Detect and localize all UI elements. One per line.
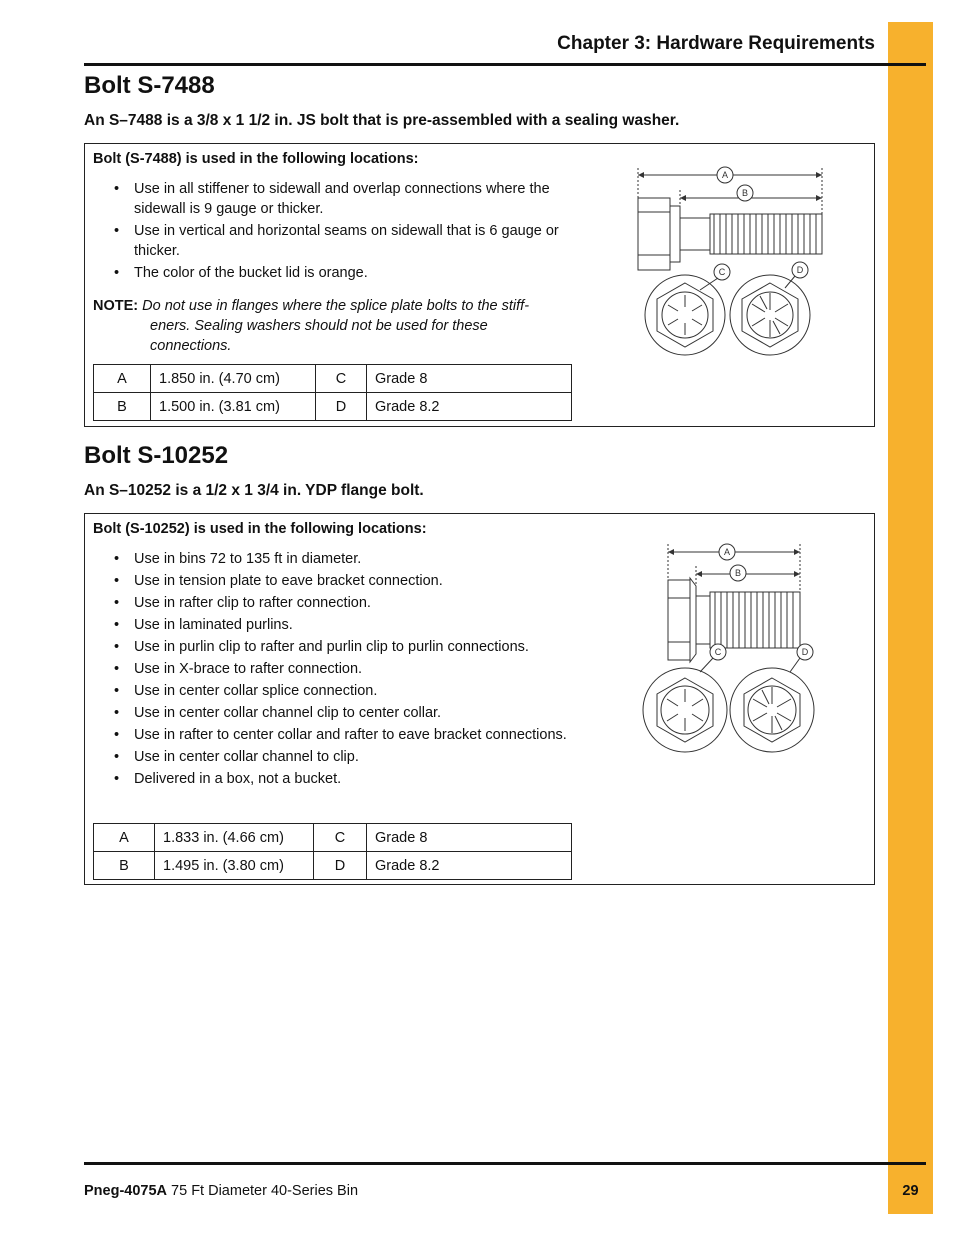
note-label: NOTE:: [93, 298, 139, 314]
table-row: [94, 393, 572, 421]
table-cell: C: [314, 824, 367, 852]
box-heading: Bolt (S-10252) is used in the following locations:: [93, 521, 427, 537]
list-item: • Use in bins 72 to 135 ft in diameter.: [93, 549, 583, 569]
list-item: • The color of the bucket lid is orange.: [93, 263, 583, 283]
list-item: • Use in tension plate to eave bracket connection.: [93, 571, 583, 591]
callout-label: C: [718, 267, 726, 277]
section-title-s7488: Bolt S-7488: [84, 72, 215, 99]
table-cell: 1.495 in. (3.80 cm): [155, 852, 314, 880]
header-rule: [84, 63, 926, 66]
table-row: [94, 365, 572, 393]
table-cell: 1.500 in. (3.81 cm): [151, 393, 316, 421]
list-item: • Delivered in a box, not a bucket.: [93, 769, 583, 789]
usage-list: [93, 549, 583, 791]
table-cell: D: [314, 852, 367, 880]
note-text: Do not use in flanges where the splice plate bolts to the stiff-: [142, 298, 530, 314]
list-item: • Use in rafter to center collar and rafter to eave bracket connections.: [93, 725, 583, 745]
callout-label: A: [721, 170, 729, 180]
chapter-side-tab: [888, 22, 933, 1214]
table-cell: Grade 8.2: [367, 393, 572, 421]
page-number: 29: [902, 1183, 919, 1199]
footer-document: [84, 1183, 358, 1199]
list-item: • Use in center collar channel to clip.: [93, 747, 583, 767]
callout-label: B: [734, 568, 742, 578]
list-item: • Use in vertical and horizontal seams on sidewall that is 6 gauge or thicker.: [93, 221, 583, 261]
table-cell: C: [316, 365, 367, 393]
section-intro-s7488: An S–7488 is a 3/8 x 1 1/2 in. JS bolt that is pre-assembled with a sealing washer.: [84, 112, 680, 129]
table-cell: A: [94, 365, 151, 393]
note-text: eners. Sealing washers should not be used for these: [150, 318, 488, 334]
footer-rule: [84, 1162, 926, 1165]
callout-label: B: [741, 188, 749, 198]
table-cell: Grade 8: [367, 365, 572, 393]
note-text: connections.: [150, 338, 232, 354]
callout-label: A: [723, 547, 731, 557]
bolt-s7488-figure: [630, 160, 830, 360]
table-cell: B: [94, 393, 151, 421]
table-cell: Grade 8: [367, 824, 572, 852]
list-item: • Use in laminated purlins.: [93, 615, 583, 635]
bolt-s10252-figure: [640, 538, 820, 763]
table-cell: Grade 8.2: [367, 852, 572, 880]
list-item: • Use in center collar splice connection.: [93, 681, 583, 701]
table-cell: D: [316, 393, 367, 421]
usage-list: [93, 179, 583, 285]
section-title-s10252: Bolt S-10252: [84, 442, 229, 469]
doc-title: 75 Ft Diameter 40-Series Bin: [167, 1183, 359, 1199]
callout-label: D: [801, 647, 809, 657]
list-item: • Use in X-brace to rafter connection.: [93, 659, 583, 679]
table-cell: 1.833 in. (4.66 cm): [155, 824, 314, 852]
section-intro-s10252: An S–10252 is a 1/2 x 1 3/4 in. YDP flange bolt.: [84, 482, 424, 499]
table-cell: A: [94, 824, 155, 852]
spec-table: [93, 364, 572, 421]
list-item: • Use in purlin clip to rafter and purlin clip to purlin connections.: [93, 637, 583, 657]
table-row: [94, 852, 572, 880]
callout-label: C: [714, 647, 722, 657]
callout-label: D: [796, 265, 804, 275]
list-item: • Use in rafter clip to rafter connection.: [93, 593, 583, 613]
note: [93, 296, 563, 356]
box-heading: Bolt (S-7488) is used in the following locations:: [93, 151, 419, 167]
doc-id: Pneg-4075A: [84, 1183, 168, 1199]
chapter-title: Chapter 3: Hardware Requirements: [557, 33, 875, 54]
spec-table: [93, 823, 572, 880]
table-cell: B: [94, 852, 155, 880]
list-item: • Use in all stiffener to sidewall and overlap connections where the sidewall is 9 gauge or thicker.: [93, 179, 583, 219]
list-item: • Use in center collar channel clip to center collar.: [93, 703, 583, 723]
table-row: [94, 824, 572, 852]
table-cell: 1.850 in. (4.70 cm): [151, 365, 316, 393]
